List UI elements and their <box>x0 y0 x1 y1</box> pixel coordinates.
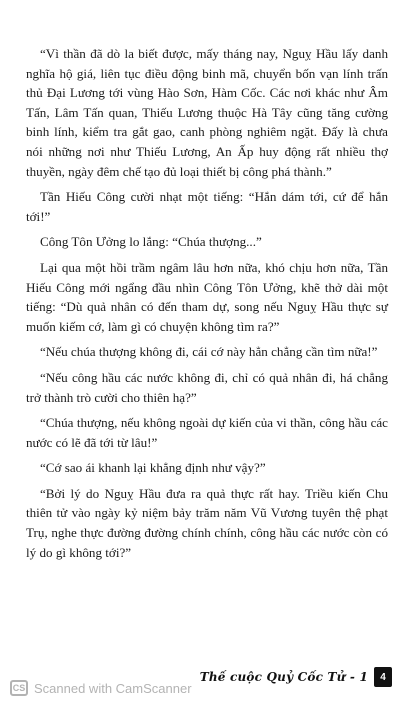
watermark-text: Scanned with CamScanner <box>34 680 192 696</box>
running-footer-title: Thế cuộc Quỷ Cốc Tử - 1 <box>199 670 368 684</box>
paragraph-9: “Bởi lý do Nguỵ Hầu đưa ra quả thực rất hay. Triều kiến Chu thiên tử vào ngày kỷ niệm bảy trăm năm Vũ Vương tuyên thệ phạt Trụ, nghe thực đường đường chính chính, công hầu các nước còn có lý do gì không tới?” <box>26 485 388 560</box>
paragraph-2: Tần Hiếu Công cười nhạt một tiếng: “Hắn dám tới, cứ để hắn tới!” <box>26 189 388 224</box>
paragraph-7: “Chúa thượng, nếu không ngoài dự kiến của vi thần, công hầu các nước có lẽ đã tới từ lâu!” <box>26 415 388 450</box>
page-number: 4 <box>374 667 392 687</box>
paragraph-8: “Cớ sao ái khanh lại khẳng định như vậy?” <box>40 460 266 476</box>
paragraph-4: Lại qua một hồi trầm ngâm lâu hơn nữa, khó chịu hơn nữa, Tần Hiếu Công mới ngẩng đầu nhìn Công Tôn Ưởng, khẽ thở dài một tiếng: “Dù quả nhân có đến tham dự, song nếu Nguỵ Hầu thực sự muốn kiếm cớ, làm gì có chuyện không tìm ra?” <box>26 259 388 334</box>
camscanner-logo-icon: CS <box>10 680 28 696</box>
paragraph-1: “Vì thần đã dò la biết được, mấy tháng nay, Nguỵ Hầu lấy danh nghĩa hộ giá, liên tục điều động binh mã, chuyển bốn vạn lính trấn thủ Đại Lương tới vùng Hào Sơn, Hàm Cốc. Các nơi khác như Âm Tấn, Lâm Tấn quan, Thiếu Lương thuộc Hà Tây cũng tăng cường binh lính, kiểm tra gắt gao, canh phòng nghiêm ngặt. Đấy là chưa nói những nơi như Thiếu Lương, An Ấp huy động rất nhiều thợ thuyền, ngày đêm chế tạo đủ loại thiết bị công phá thành.” <box>26 46 388 179</box>
page-body <box>26 44 388 568</box>
paragraph-3: Công Tôn Ưởng lo lắng: “Chúa thượng...” <box>40 234 262 250</box>
paragraph-6: “Nếu công hầu các nước không đi, chỉ có quả nhân đi, há chẳng trở thành trò cười cho thiên hạ?” <box>26 369 388 405</box>
camscanner-watermark <box>10 680 192 696</box>
paragraph-5: “Nếu chúa thượng không đi, cái cớ này hẳn chẳng cần tìm nữa!” <box>40 344 378 360</box>
